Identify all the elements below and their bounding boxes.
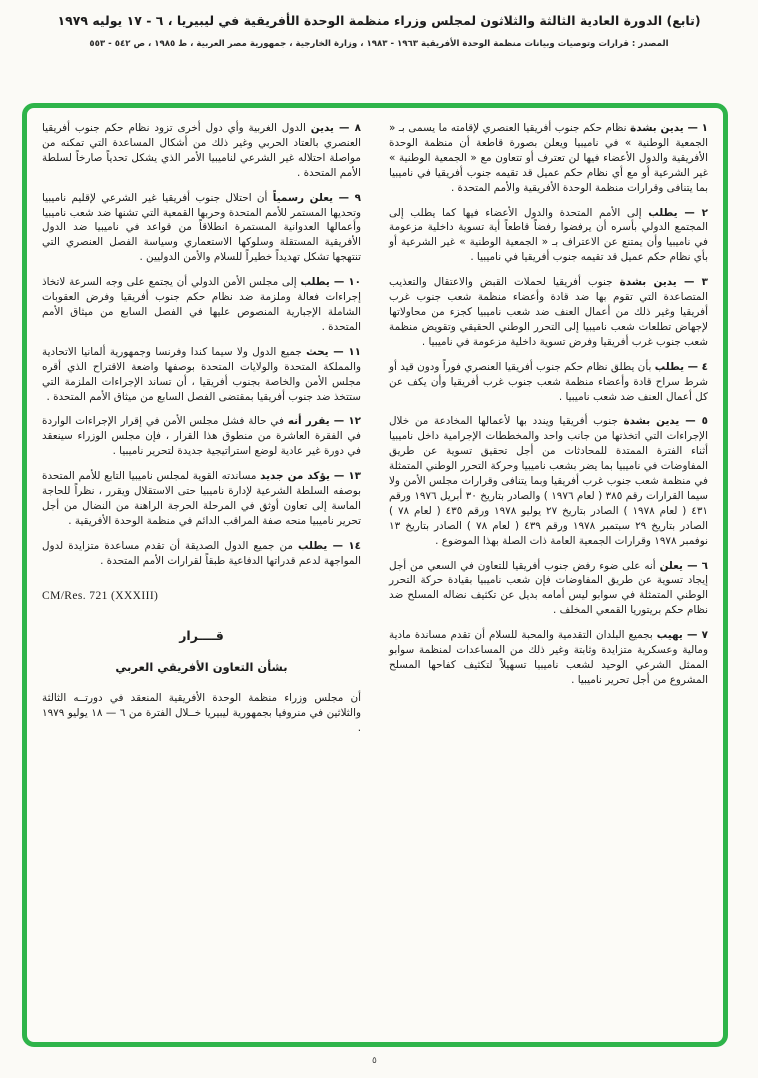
paragraph-10-lead: ١٠ — يطلب [300,276,361,289]
resolution-reference: CM/Res. 721 (XXXIII) [42,589,159,602]
paragraph-1-text: نظام حكم جنوب أفريقيا العنصري لإقامته ما يسمى بـ « الجمعية الوطنية » في ناميبيا ويعلن بصورة قاطعة أن منظمة الوحدة الأفريقية والدول الأعضاء فيها لن تعترف أو تتعاون مع « الجمعية الوطنية » غير الشرعية أو مع أي نظام حكم عميل قد تقيمه جنوب أفريقيا في ناميبيا بما يتنافى وقرارات منظمة الوحدة الأفريقية والأمم المتحدة . [389,122,708,194]
paragraph-11-lead: ١١ — يحث [306,345,361,358]
paragraph-13-lead: ١٣ — يؤكد من جديد [260,470,361,483]
paragraph-6-text: أنه على ضوء رفض جنوب أفريقيا للتعاون في السعي من أجل إيجاد تسوية عن طريق المفاوضات فإن شعب ناميبيا بقيادة حركة التحرر الوطني المتمثلة في سوابو ليس أمامه بديل عن تكثيف نضاله المسلح ضد نظام حكم بريتوريا القمعي المخلف . [389,559,708,617]
paragraph-13 [42,469,361,529]
paragraph-3-text: جنوب أفريقيا لحملات القبض والاعتقال والتعذيب المتصاعدة التي تقوم بها ضد قادة وأعضاء منظمة شعب جنوب غرب أفريقيا وغير ذلك من أعمال العنف ضد شعب ناميبيا كجزء من محاولاتها لإجهاض تطلعات شعب ناميبيا إلى التحرر الوطني الحقيقي وتقويض منظمة شعب جنوب غرب أفريقيا وفرض تسوية داخلية مزعومة في ناميبيا . [389,276,708,348]
paragraph-5 [389,414,708,548]
paragraph-12 [42,414,361,459]
paragraph-2 [389,206,708,266]
paragraph-14 [42,539,361,569]
paragraph-11-text: جميع الدول ولا سيما كندا وفرنسا وجمهورية ألمانيا الاتحادية والمملكة المتحدة والولايات المتحدة بوصفها واضعة الاقتراح الذي أقره مجلس الأمن والخاصة بجنوب أفريقيا ، أن تساند الإجراءات الملزمة التي ستتخذ ضد جنوب أفريقيا بمقتضى الفصل السابع من ميثاق الأمم المتحدة . [42,345,361,403]
column-right [389,121,708,1032]
paragraph-1 [389,121,708,196]
paragraph-6-lead: ٦ — يعلن [659,559,709,572]
paragraph-12-text: في حالة فشل مجلس الأمن في إقرار الإجراءات الواردة في الفقرة العاشرة من منطوق هذا القرار ، فإن مجلس الوزراء سينعقد في دورة غير عادية لوضع استراتيجية جديدة لتحرير ناميبيا . [42,415,361,458]
paragraph-4-lead: ٤ — يطلب [654,360,708,373]
paragraph-3-lead: ٣ — يدين بشدة [619,276,708,289]
paragraph-14-text: من جميع الدول الصديقة أن تقدم مساعدة متزايدة لدول المواجهة لدعم قدراتها الدفاعية طبقاً لقرارات الأمم المتحدة . [42,539,361,567]
header-source: المصدر : قرارات وتوصيات وبيانات منظمة الوحدة الأفريقية ١٩٦٣ - ١٩٨٣ ، وزارة الخارجية ، جمهورية مصر العربية ، ط ١٩٨٥ ، ص ٥٤٢ - ٥٥٣ [89,39,669,49]
closing-paragraph: أن مجلس وزراء منظمة الوحدة الأفريقية المنعقد في دورتــه الثالثة والثلاثين في منروفيا بجمهورية ليبيريا خــلال الفترة من ٦ — ١٨ يوليو ١٩٧٩ . [42,692,361,735]
paragraph-9-lead: ٩ — يعلن رسمياً [272,191,361,204]
page-mark: ٥ [372,1056,377,1066]
paragraph-7-lead: ٧ — يهيب [656,629,708,642]
paragraph-2-text: إلى الأمم المتحدة والدول الأعضاء فيها كما يطلب إلى المجتمع الدولي بأسره أن يرفضوا رفضاً قاطعاً أية تسوية داخلية مزعومة في ناميبيا وأن يمتنع عن الاعتراف بـ « الجمعية الوطنية » غير الشرعية أو بأي نظام حكم عميل قد تقيمه جنوب أفريقيا في ناميبيا . [389,206,708,264]
paragraph-4-text: بأن يطلق نظام حكم جنوب أفريقيا العنصري فوراً ودون قيد أو شرط سراح قادة وأعضاء منظمة شعب جنوب غرب أفريقيا وأن يكف عن كل أعمال العنف ضد شعب ناميبيا . [389,360,708,403]
paragraph-2-lead: ٢ — يطلب [648,206,708,219]
resolution-heading: قــــرار [179,628,224,644]
paragraph-1-lead: ١ — يدين بشدة [630,122,708,134]
paragraph-9-text: أن احتلال جنوب أفريقيا غير الشرعي لإقليم ناميبيا وتحديها المستمر للأمم المتحدة وحربها القمعية التي تشنها ضد شعب ناميبيا وأعمالها العدوانية المستمرة انطلاقاً من قواعد في ناميبيا ضد الدول الأفريقية المستقلة وسلوكها الاستعماري وسياسة الفصل العنصري التي تنتهجها تشكل تهديداً خطيراً للسلام والأمن الدوليين . [42,191,361,264]
green-border-frame [22,103,728,1047]
column-left [42,121,361,1032]
paragraph-12-lead: ١٢ — يقرر أنه [287,415,362,428]
paragraph-14-lead: ١٤ — يطلب [298,539,362,552]
paragraph-6 [389,559,708,619]
paragraph-4 [389,360,708,405]
two-column-body [42,121,708,1032]
header-title: (تابع) الدورة العادية الثالثة والثلاثون لمجلس وزراء منظمة الوحدة الأفريقية في ليبيريا ، ٦ - ١٧ يوليه ١٩٧٩ [57,13,701,28]
paragraph-7-text: بجميع البلدان التقدمية والمحبة للسلام أن تقدم مساندة مادية ومالية وعسكرية متزايدة وثابتة وغير ذلك من المساعدات لمنظمة سوابو الممثل الشرعي الوحيد لشعب ناميبيا تسهيلاً لتكثيف كفاحها المسلح المشروع من أجل تحرير ناميبيا . [389,629,708,686]
paragraph-7 [389,628,708,688]
paragraph-3 [389,275,708,350]
paragraph-13-text: مساندته القوية لمجلس ناميبيا التابع للأمم المتحدة بوصفه السلطة الشرعية لإدارة ناميبيا حتى الاستقلال ويقرر ، نظراً للحاجة الماسة إلى تعاون أوثق في المرحلة الحرجة الراهنة من النضال من أجل تحرير ناميبيا منحه صفة المراقب الدائم في منظمة الوحدة الأفريقية . [42,470,361,527]
document-header [0,0,758,49]
paragraph-10 [42,275,361,335]
paragraph-8-lead: ٨ — يدين [310,122,361,134]
resolution-subject: بشأن التعاون الأفريقي العربي [115,660,288,675]
paragraph-9 [42,191,361,266]
paragraph-5-lead: ٥ — يدين بشدة [623,415,708,428]
paragraph-8 [42,121,361,181]
paragraph-10-text: إلى مجلس الأمن الدولي أن يجتمع على وجه السرعة لاتخاذ إجراءات فعالة وملزمة ضد نظام حكم جنوب أفريقيا وفرض العقوبات الشاملة الإجبارية المنصوص عليها في الفصل السابع من ميثاق الأمم المتحدة . [42,276,361,333]
paragraph-5-text: جنوب أفريقيا ويندد بها لأعمالها المخادعة من خلال الإجراءات التي اتخذتها من جانب واحد والمخططات الإجرامية داخل ناميبيا أثناء الفترة الممتدة للمحادثات من أجل تحقيق تسوية عن طريق المفاوضات في ناميبيا بما يضر بشعب ناميبيا وحركة التحرر الوطني المتمثلة في منظمة شعب جنوب غرب أفريقيا وبما يتنافى وقرارات مجلس الأمن ولا سيما القرارات رقم ٣٨٥ ( لعام ١٩٧٦ ) والصادر بتاريخ ٣٠ أبريل ١٩٧٦ ورقم ٤٣١ ( لعام ١٩٧٨ ) الصادر بتاريخ ٢٧ يوليو ١٩٧٨ ورقم ٤٣٥ ( لعام ٧٨ ) الصادر بتاريخ ٢٩ سبتمبر ١٩٧٨ ورقم ٤٣٩ ( لعام ٧٨ ) الصادر بتاريخ ١٣ نوفمبر ١٩٧٨ وقرارات الجمعية العامة ذات الصلة بهذا الموضوع . [389,415,709,547]
paragraph-11 [42,345,361,405]
paragraph-8-text: الدول الغربية وأي دول أخرى تزود نظام حكم جنوب أفريقيا العنصري بالعتاد الحربي وغير ذلك من أشكال المساعدة التي تمكنه من مواصلة احتلاله غير الشرعي لناميبيا الأمر الذي يشكل تحدياً صارخاً لسلطة الأمم المتحدة . [42,122,361,179]
